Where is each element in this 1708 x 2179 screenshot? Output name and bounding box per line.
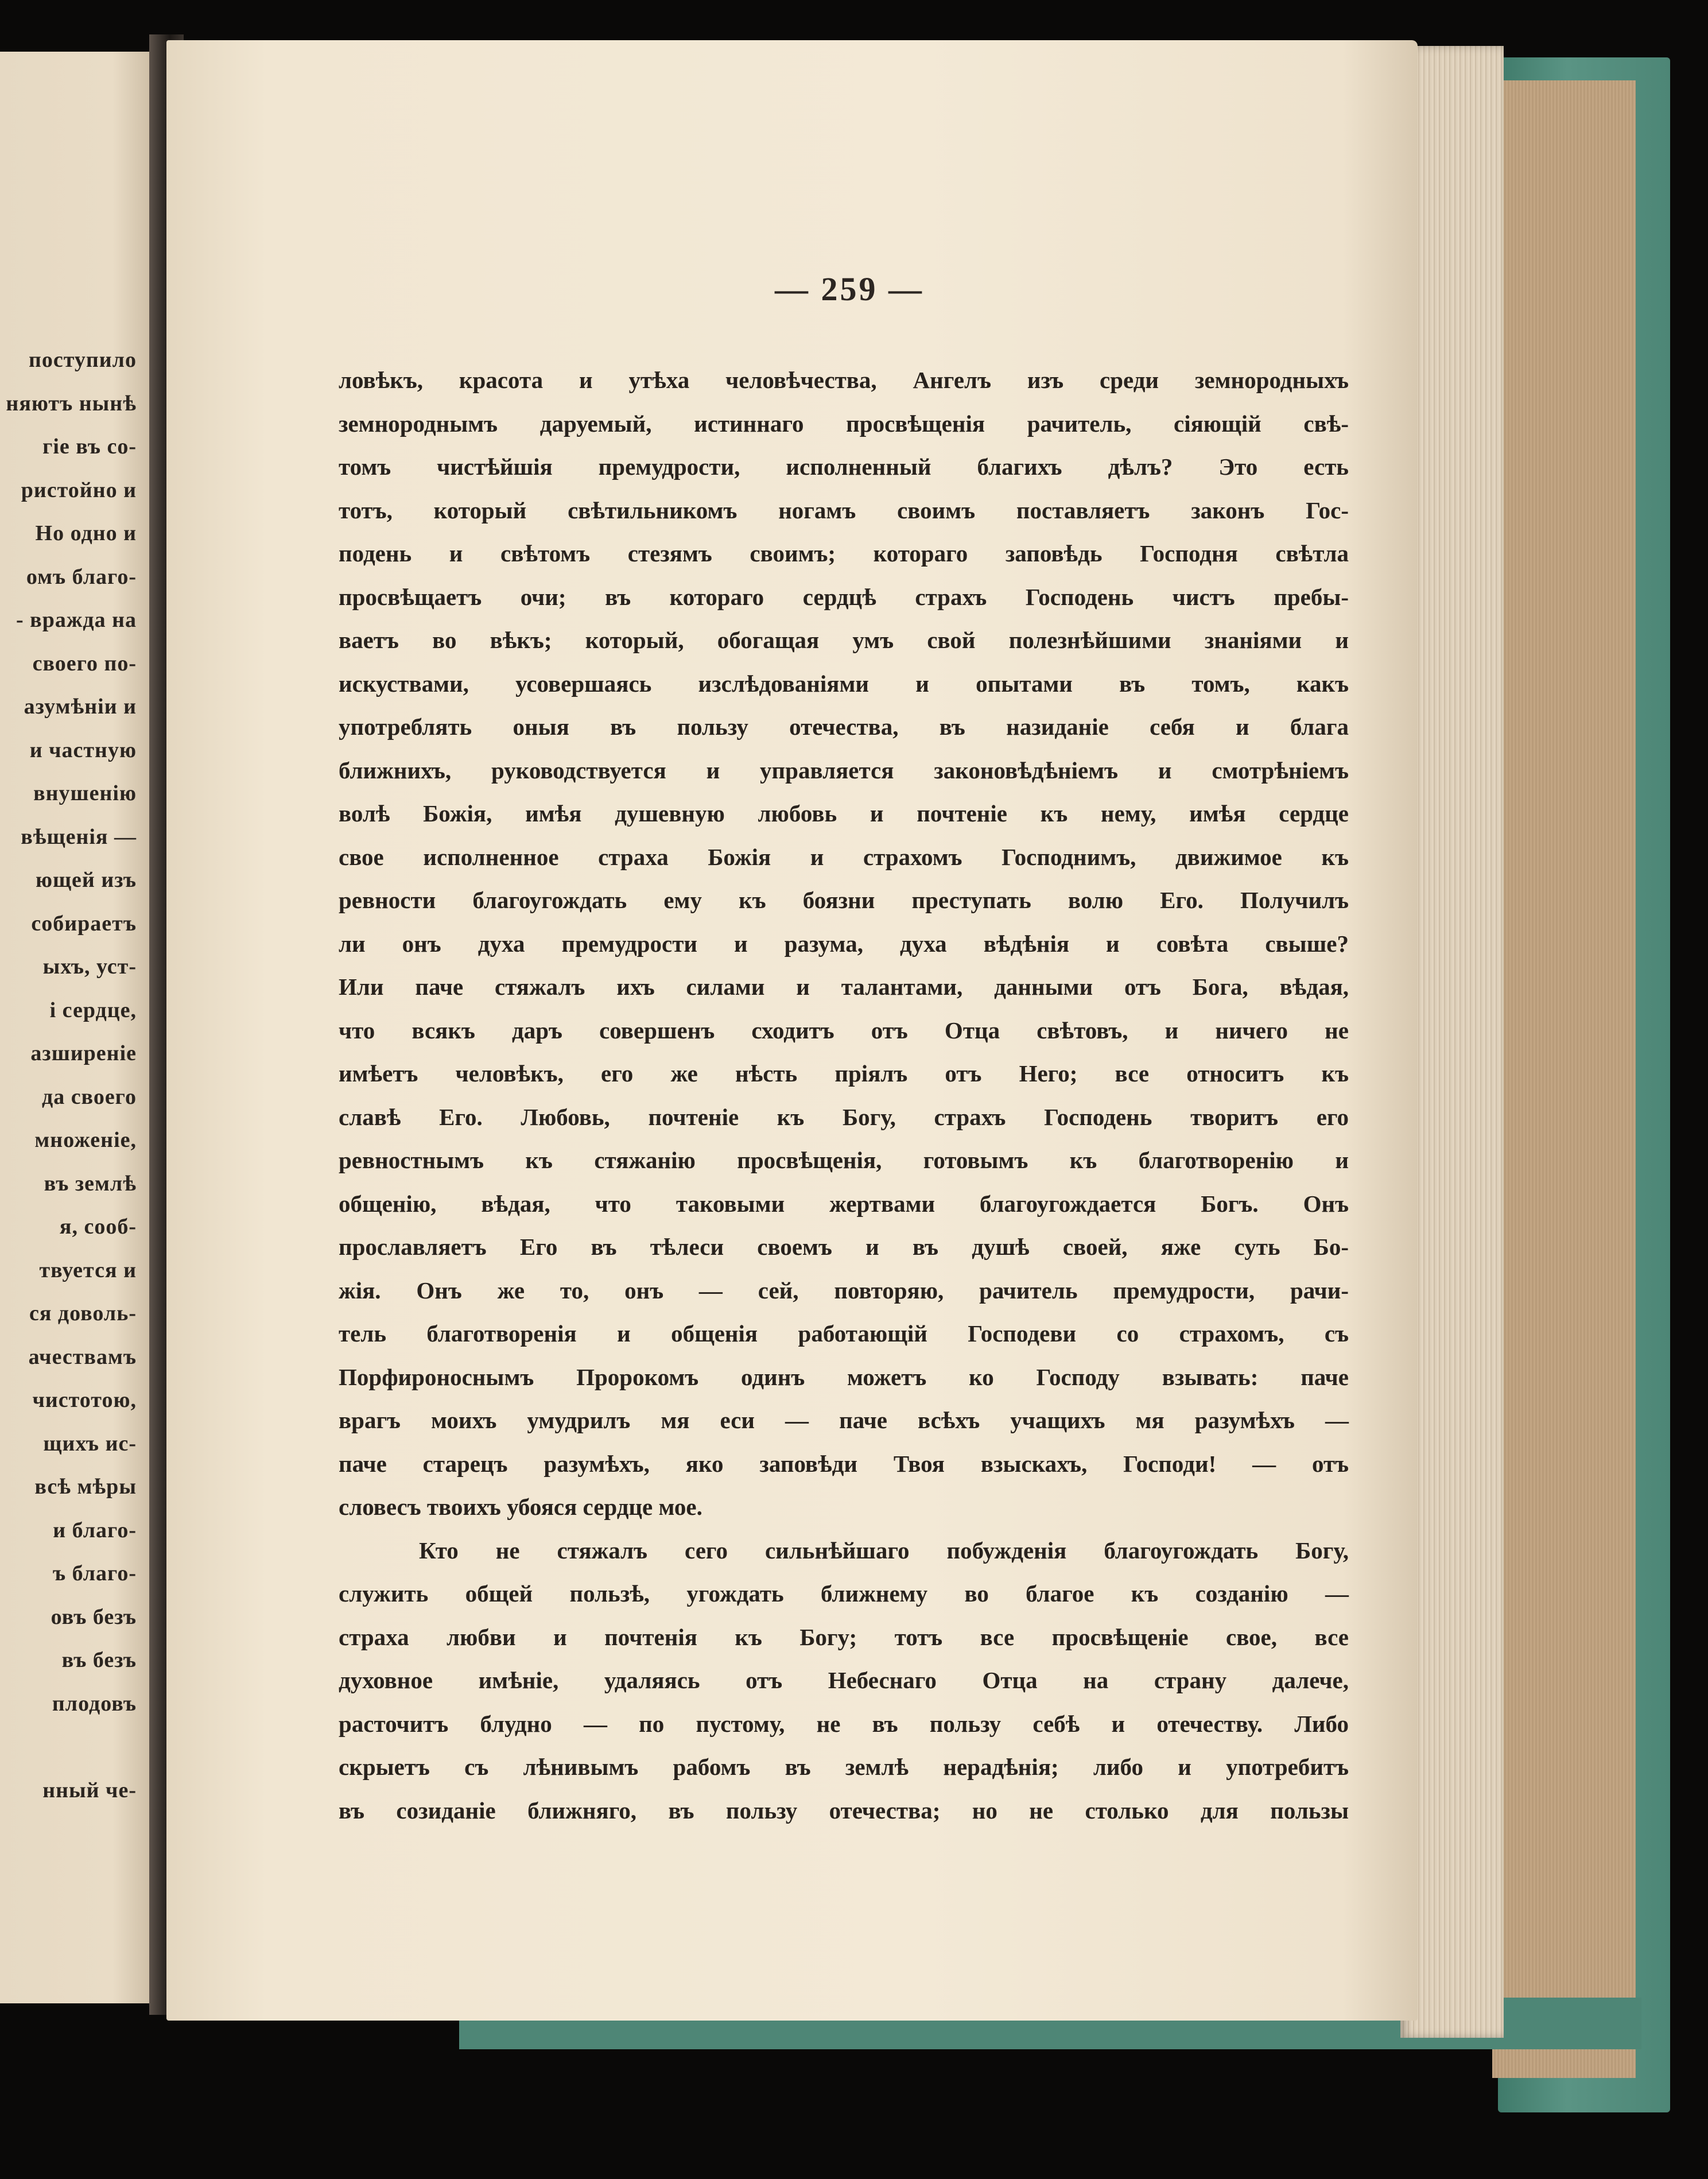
left-page-line: ыхъ, уст-: [42, 955, 137, 979]
left-page-line: и благо-: [53, 1518, 137, 1542]
left-page-line: чистотою,: [32, 1388, 137, 1412]
left-page-line: Но одно и: [35, 521, 137, 545]
text-line: ли онъ духа премудрости и разума, духа вѣдѣнія и совѣта свыше?: [339, 930, 1349, 957]
text-line: страха любви и почтенія къ Богу; тотъ все просвѣщеніе свое, все: [339, 1623, 1349, 1650]
left-page-line: ся доволь-: [29, 1301, 137, 1325]
text-line: земнороднымъ даруемый, истиннаго просвѣщенія рачитель, сіяющій свѣ-: [339, 410, 1349, 437]
text-line: ревности благоугождать ему къ боязни преступать волю Его. Получилъ: [339, 887, 1349, 913]
text-line: просвѣщаетъ очи; въ котораго сердцѣ страхъ Господень чистъ пребы-: [339, 583, 1349, 610]
text-line: подень и свѣтомъ стезямъ своимъ; котораго заповѣдь Господня свѣтла: [339, 540, 1349, 567]
text-line: тотъ, который свѣтильникомъ ногамъ своимъ поставляетъ законъ Гос-: [339, 497, 1349, 524]
left-page-line: гіе въ со-: [42, 435, 137, 459]
text-line: расточитъ блудно — по пустому, не въ пользу себѣ и отечеству. Либо: [339, 1710, 1349, 1737]
text-line: прославляетъ Его въ тѣлеси своемъ и въ душѣ своей, яже суть Бо-: [339, 1234, 1349, 1260]
left-page-line: ристойно и: [21, 478, 137, 502]
text-line: въ созиданіе ближняго, въ пользу отечества; но не столько для пользы: [339, 1797, 1349, 1824]
left-page-line: въ безъ: [61, 1648, 137, 1672]
left-page-line: множеніе,: [34, 1128, 137, 1152]
left-page-line: ющей изъ: [35, 868, 137, 892]
left-page-text: [0, 339, 137, 1812]
text-line: имѣетъ человѣкъ, его же нѣсть пріялъ отъ Него; все относитъ къ: [339, 1060, 1349, 1087]
left-page-line: собираетъ: [31, 911, 137, 936]
text-line: паче старецъ разумѣхъ, яко заповѣди Твоя взыскахъ, Господи! — отъ: [339, 1450, 1349, 1477]
text-line: духовное имѣніе, удаляясь отъ Небеснаго Отца на страну далече,: [339, 1667, 1349, 1693]
text-line: славѣ Его. Любовь, почтеніе къ Богу, страхъ Господень творитъ его: [339, 1103, 1349, 1130]
text-line: Порфироноснымъ Пророкомъ одинъ можетъ ко Господу взывать: паче: [339, 1363, 1349, 1390]
text-line: жія. Онъ же то, онъ — сей, повторяю, рачитель премудрости, рачи-: [339, 1277, 1349, 1304]
text-line: словесъ твоихъ убояся сердце мое.: [339, 1494, 702, 1520]
page-number: — 259 —: [775, 270, 924, 308]
text-line: скрыетъ съ лѣнивымъ рабомъ въ землѣ нерадѣнія; либо и употребитъ: [339, 1754, 1349, 1780]
left-page-line: щихъ ис-: [43, 1431, 137, 1456]
text-line: Или паче стяжалъ ихъ силами и талантами, данными отъ Бога, вѣдая,: [339, 974, 1349, 1000]
left-page-line: азширеніе: [30, 1041, 137, 1065]
left-page-line: поступило: [28, 348, 137, 372]
left-page-line: своего по-: [32, 651, 137, 676]
left-page-line: всѣ мѣры: [34, 1475, 137, 1499]
text-line: тель благотворенія и общенія работающій Господеви со страхомъ, съ: [339, 1320, 1349, 1347]
left-page-line: ъ благо-: [53, 1561, 137, 1585]
left-page-line: [0, 1726, 137, 1769]
text-block: [339, 359, 1349, 1832]
left-page-line: въ землѣ: [44, 1171, 137, 1196]
left-page-line: омъ благо-: [26, 564, 137, 589]
left-page-line: внушенію: [33, 781, 137, 805]
text-line: общенію, вѣдая, что таковыми жертвами благоугождается Богъ. Онъ: [339, 1190, 1349, 1217]
text-line: ревностнымъ къ стяжанію просвѣщенія, готовымъ къ благотворенію и: [339, 1147, 1349, 1173]
text-line: врагъ моихъ умудрилъ мя еси — паче всѣхъ учащихъ мя разумѣхъ —: [339, 1407, 1349, 1433]
cover-board: [1492, 80, 1636, 2078]
left-page-line: я, сооб-: [59, 1215, 137, 1239]
left-page-line: твуется и: [39, 1258, 137, 1282]
text-line: служить общей пользѣ, угождать ближнему во благое къ созданію —: [339, 1580, 1349, 1607]
left-page-line: і сердце,: [49, 998, 137, 1022]
left-page-line: плодовъ: [52, 1691, 137, 1716]
left-page-line: и частную: [29, 738, 137, 762]
text-line: томъ чистѣйшія премудрости, исполненный благихъ дѣлъ? Это есть: [339, 453, 1349, 480]
left-page-line: няютъ нынѣ: [6, 391, 137, 416]
left-page-line: да своего: [41, 1084, 137, 1109]
left-page-line: овъ безъ: [51, 1604, 137, 1629]
right-page: [166, 40, 1418, 2021]
left-page-line: нный че-: [42, 1778, 137, 1802]
text-line: употреблять оныя въ пользу отечества, въ назиданіе себя и блага: [339, 714, 1349, 740]
text-line: волѣ Божія, имѣя душевную любовь и почтеніе къ нему, имѣя сердце: [339, 800, 1349, 827]
text-line: Кто не стяжалъ сего сильнѣйшаго побужденія благоугождать Богу,: [419, 1537, 1349, 1564]
text-line: ваетъ во вѣкъ; который, обогащая умъ свой полезнѣйшими знаніями и: [339, 627, 1349, 653]
text-line: ближнихъ, руководствуется и управляется законовѣдѣніемъ и смотрѣніемъ: [339, 757, 1349, 784]
text-line: ловѣкъ, красота и утѣха человѣчества, Ангелъ изъ среди земнородныхъ: [339, 367, 1349, 393]
text-line: что всякъ даръ совершенъ сходитъ отъ Отца свѣтовъ, и ничего не: [339, 1017, 1349, 1044]
text-line: искуствами, усовершаясь изслѣдованіями и опытами въ томъ, какъ: [339, 670, 1349, 697]
left-page-line: - вражда на: [16, 608, 137, 632]
left-page-line: вѣщенія —: [21, 824, 137, 849]
text-line: свое исполненное страха Божія и страхомъ Господнимъ, движимое къ: [339, 843, 1349, 870]
left-page-line: азумѣніи и: [24, 695, 137, 719]
left-page-line: ачествамъ: [28, 1344, 137, 1369]
left-page: [0, 52, 161, 2003]
